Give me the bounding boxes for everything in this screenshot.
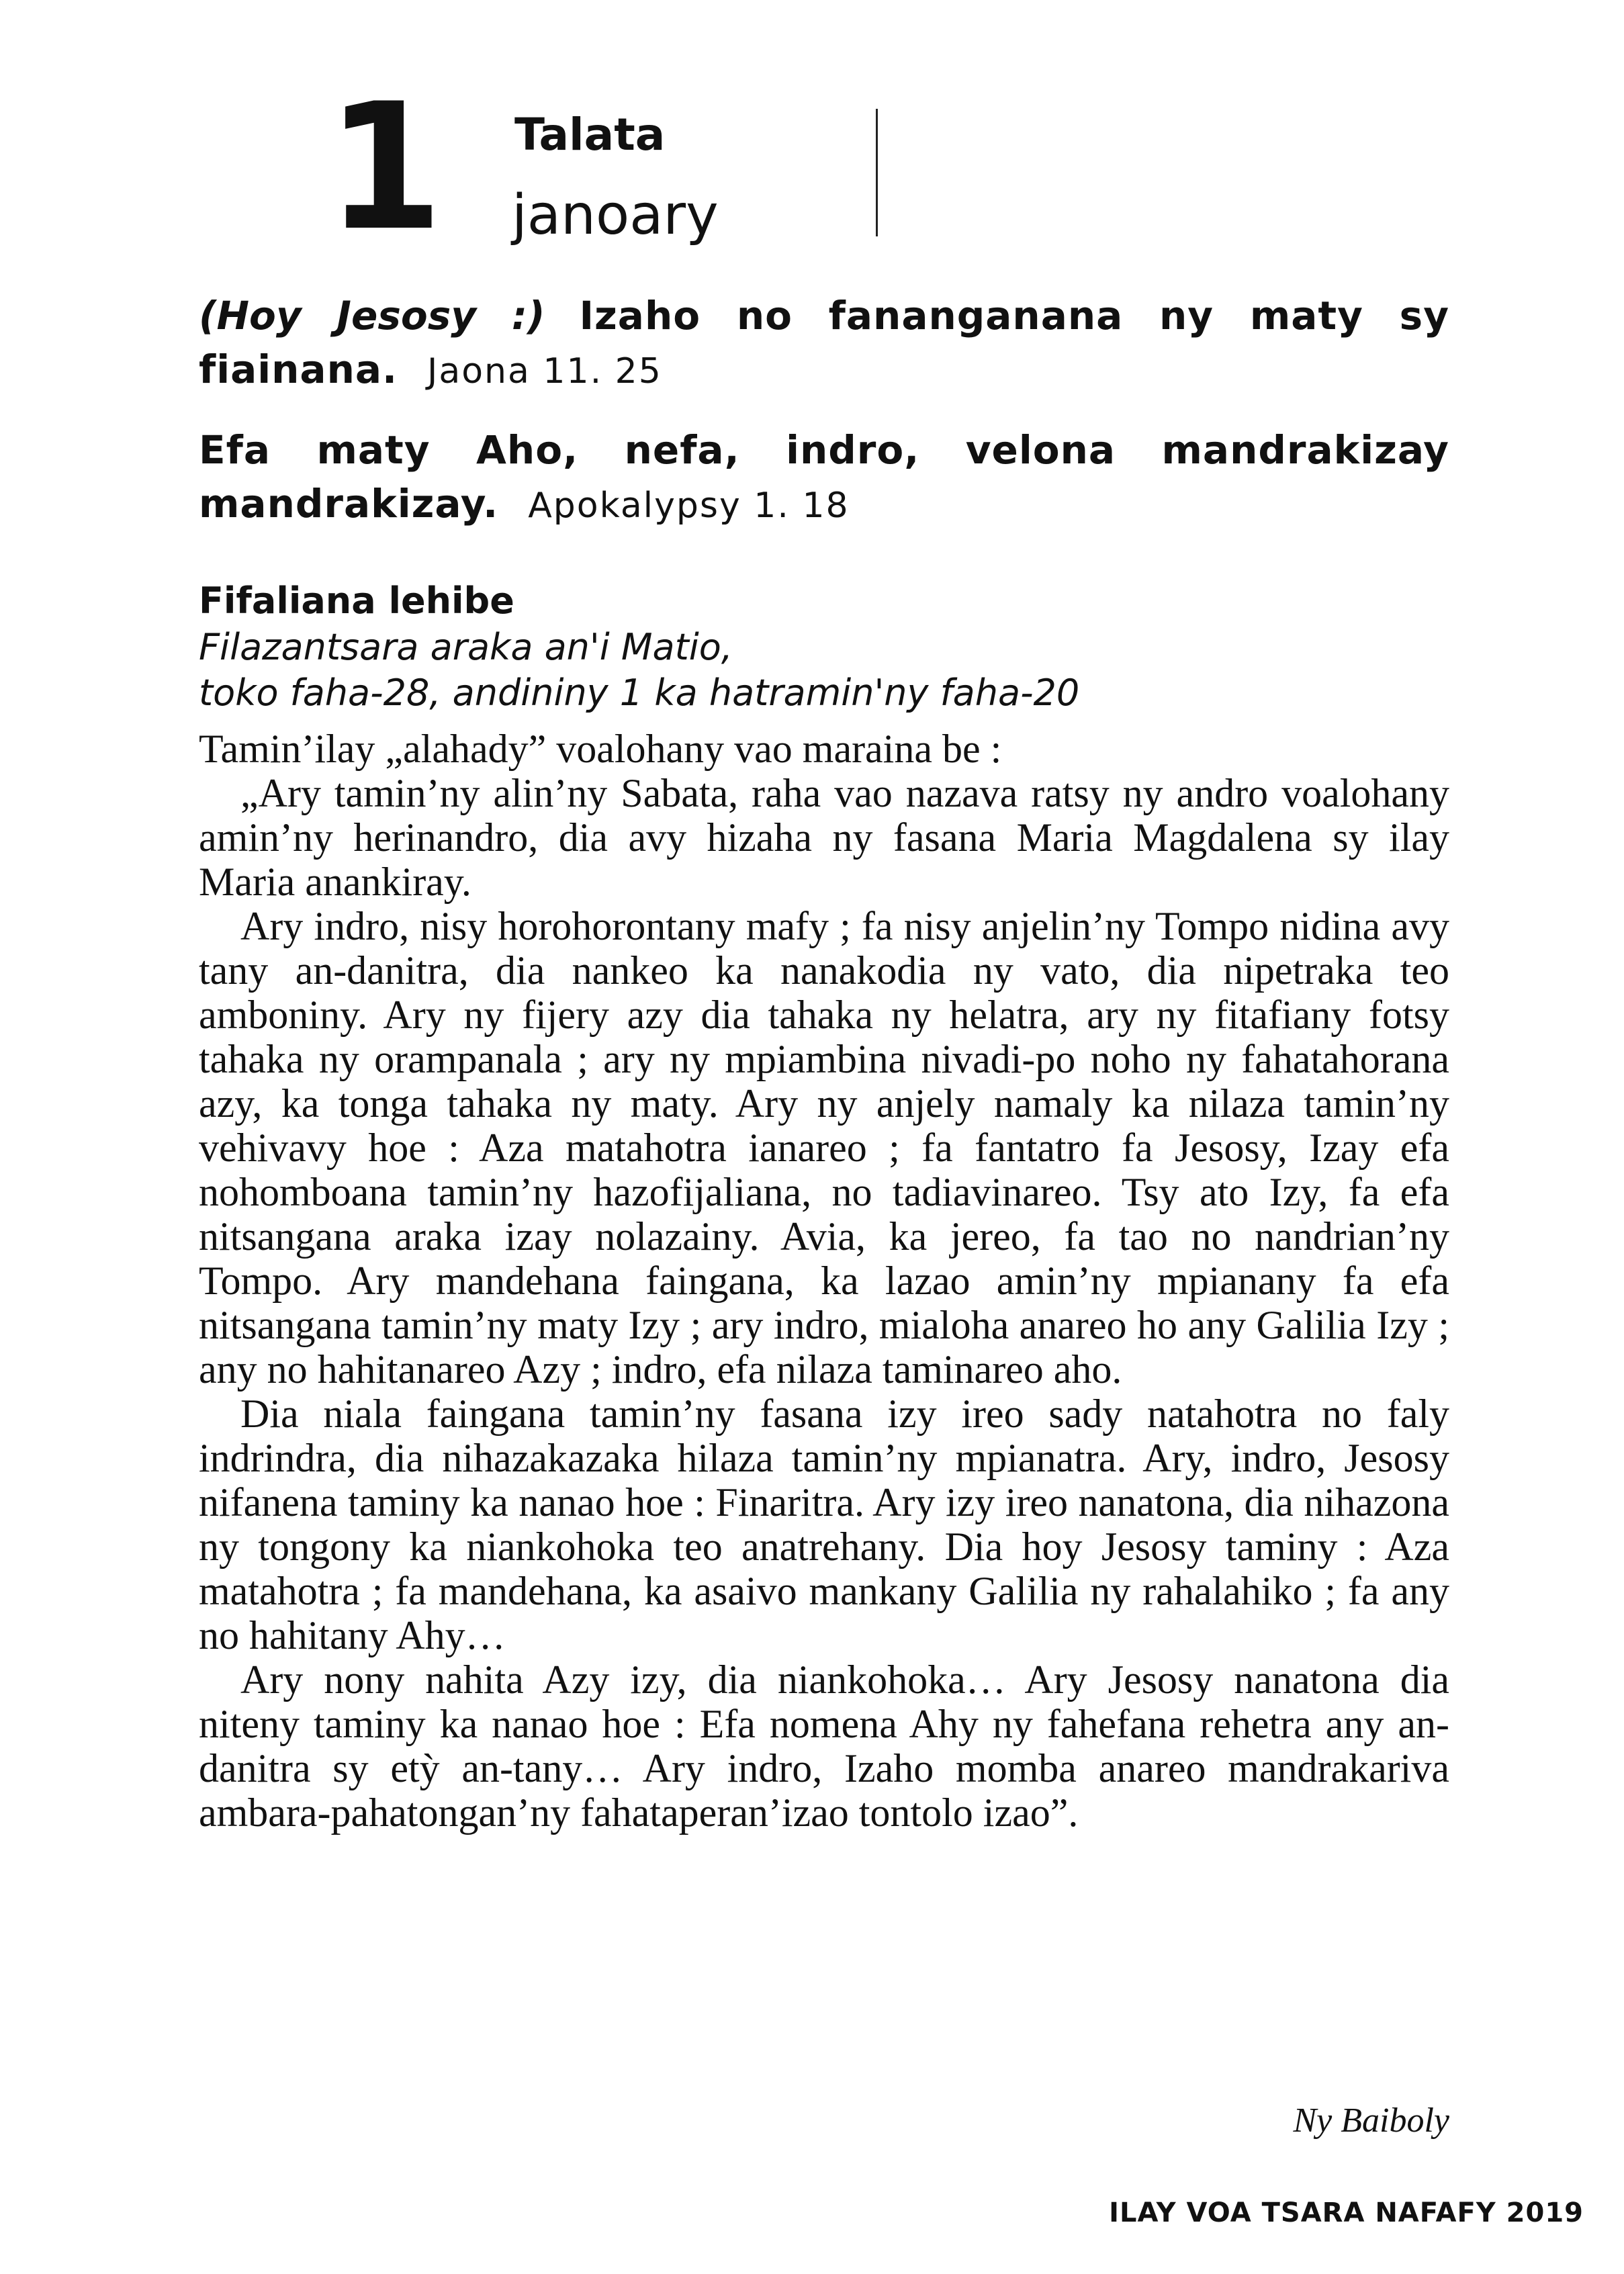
verse-lead: (Hoy Jesosy :)	[199, 293, 545, 338]
verse-reference: Jaona 11. 25	[427, 351, 662, 392]
reading-paragraph: „Ary tamin’ny alin’ny Sabata, raha vao nazava ratsy ny andro voalohany amin’ny herinandro, dia avy hizaha ny fasana Maria Magdalena sy ilay Maria anankiray.	[199, 771, 1449, 904]
reading-body	[199, 727, 1449, 1835]
reading-paragraph: Ary nony nahita Azy izy, dia niankohoka… Ary Jesosy nanatona dia niteny taminy ka nanao hoe : Efa nomena Ahy ny fahefana rehetra any an-danitra sy etỳ an-tany… Ary indro, Izaho momba anareo mandrakariva ambara-pahatongan’ny fahataperan’izao tontolo izao”.	[199, 1657, 1449, 1835]
verse-reference: Apokalypsy 1. 18	[528, 486, 850, 526]
reading-intro: Tamin’ilay „alahady” voalohany vao maraina be :	[199, 727, 1002, 771]
verse-text: Efa maty Aho, nefa, indro, velona mandrakizay mandrakizay.	[199, 427, 1449, 527]
verse-block-1	[199, 289, 1449, 398]
verse	[199, 289, 1449, 398]
reading-paragraph: Ary indro, nisy horohorontany mafy ; fa nisy anjelin’ny Tompo nidina avy tany an-danitra, dia nankeo ka nanakodia ny vato, dia nipetraka teo amboniny. Ary ny fijery azy dia tahaka ny helatra, ary ny fitafiany fotsy tahaka ny orampanala ; ary ny mpiambina nivadi-po noho ny fahatahorana azy, ka tonga tahaka ny maty. Ary ny anjely namaly ka nilaza tamin’ny vehivavy hoe : Aza matahotra ianareo ; fa fantatro fa Jesosy, Izay efa nohomboana tamin’ny hazofijaliana, no tadiavinareo. Tsy ato Izy, fa efa nitsangana araka izay nolazainy. Avia, ka jereo, fa tao no nandrian’ny Tompo. Ary mandehana faingana, ka lazao amin’ny mpianany fa efa nitsangana tamin’ny maty Izy ; ary indro, mialoha anareo ho any Galilia Izy ; any no hahitanareo Azy ; indro, efa nilaza taminareo aho.	[199, 904, 1449, 1392]
reading-paragraph: Dia niala faingana tamin’ny fasana izy ireo sady natahotra no faly indrindra, dia nihazakazaka hilaza tamin’ny mpianatra. Ary, indro, Jesosy nifanena taminy ka nanao hoe : Finaritra. Ary izy ireo nanatona, dia nihazona ny tongony ka niankohoka teo anatrehany. Dia hoy Jesosy taminy : Aza matahotra ; fa mandehana, ka asaivo mankany Galilia ny rahalahiko ; fa any no hahitany Ahy…	[199, 1392, 1449, 1657]
weekday: Talata	[514, 109, 666, 161]
reading-attribution: Ny Baiboly	[1293, 2101, 1449, 2140]
verse-block-2	[199, 423, 1449, 533]
reading-source-line2: toko faha-28, andininy 1 ka hatramin'ny faha-20	[199, 672, 1080, 714]
month: janoary	[512, 183, 719, 247]
verse-text: Izaho no fananganana ny maty sy fiainana.	[199, 293, 1450, 392]
reading-source-line1: Filazantsara araka an'i Matio,	[199, 626, 733, 668]
reading-title: Fifaliana lehibe	[199, 580, 514, 622]
footer-title: ILAY VOA TSARA NAFAFY 2019	[1109, 2197, 1584, 2228]
day-number: 1	[326, 66, 439, 269]
verse	[199, 423, 1449, 533]
reading-header	[199, 578, 1449, 716]
header-divider	[876, 109, 878, 236]
